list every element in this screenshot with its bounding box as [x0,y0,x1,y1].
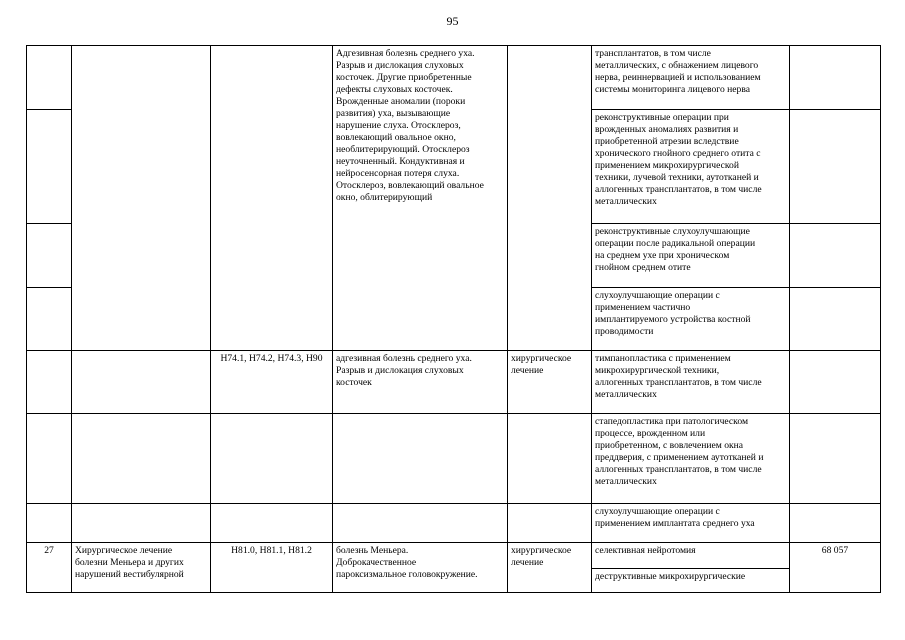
care-name-cell: Хирургическое лечение болезни Меньера и других нарушений вестибулярной [72,543,211,593]
cost-cell [790,224,881,288]
icd-codes-cell [211,504,333,543]
treatment-type-cell: хирургическое лечение [508,543,592,593]
treatment-method-cell: слухоулучшающие операции с применением имплантата среднего уха [592,504,790,543]
cost-cell [790,504,881,543]
table-row [27,414,881,504]
row-number-cell [27,46,72,110]
cost-cell: 68 057 [790,543,881,593]
treatment-method-cell: селективная нейротомия [592,543,790,569]
medical-care-table [26,45,881,593]
cost-cell [790,46,881,110]
icd-codes-cell: H81.0, H81.1, H81.2 [211,543,333,593]
care-name-cell [72,46,211,351]
treatment-type-cell [508,46,592,351]
row-number-cell [27,351,72,414]
treatment-type-cell [508,504,592,543]
care-name-cell [72,504,211,543]
icd-codes-cell [211,414,333,504]
patient-model-cell: адгезивная болезнь среднего уха. Разрыв и дислокация слуховых косточек [333,351,508,414]
table-row [27,504,881,543]
row-number-cell [27,504,72,543]
treatment-method-cell: тимпанопластика с применением микрохирургической техники, аллогенных трансплантатов, в том числе металлических [592,351,790,414]
cost-cell [790,414,881,504]
row-number-cell [27,110,72,224]
care-name-cell [72,351,211,414]
row-number-cell [27,288,72,351]
patient-model-cell: болезнь Меньера. Доброкачественное пароксизмальное головокружение. [333,543,508,593]
treatment-method-cell: реконструктивные операции при врожденных аномалиях развития и приобретенной атрезии вследствие хронического гнойного среднего отита с применением микрохирургической техники, лучевой техники, аутотканей и аллогенных трансплантатов, в том числе металлических [592,110,790,224]
cost-cell [790,288,881,351]
treatment-method-cell: слухоулучшающие операции с применением частично имплантируемого устройства костной проводимости [592,288,790,351]
treatment-type-cell [508,414,592,504]
row-number-cell [27,414,72,504]
icd-codes-cell: H74.1, H74.2, H74.3, H90 [211,351,333,414]
cost-cell [790,110,881,224]
treatment-type-cell: хирургическое лечение [508,351,592,414]
treatment-method-cell: деструктивные микрохирургические [592,569,790,593]
treatment-method-cell: стапедопластика при патологическом процессе, врожденном или приобретенном, с вовлечением окна преддверия, с применением аутотканей и аллогенных трансплантатов, в том числе металлических [592,414,790,504]
patient-model-cell: Адгезивная болезнь среднего уха. Разрыв и дислокация слуховых косточек. Другие приобретенные дефекты слуховых косточек. Врожденные аномалии (пороки развития) уха, вызывающие нарушение слуха. Отосклероз, вовлекающий овальное окно, необлитерирующий. Отосклероз неуточненный. Кондуктивная и нейросенсорная потеря слуха. Отосклероз, вовлекающий овальное окно, облитерирующий [333,46,508,351]
row-number-cell [27,224,72,288]
treatment-method-cell: реконструктивные слухоулучшающие операции после радикальной операции на среднем ухе при хроническом гнойном среднем отите [592,224,790,288]
table-row [27,351,881,414]
care-name-cell [72,414,211,504]
patient-model-cell [333,414,508,504]
table-row [27,543,881,569]
treatment-method-cell: трансплантатов, в том числе металлических, с обнажением лицевого нерва, реиннервацией и использованием системы мониторинга лицевого нерва [592,46,790,110]
page-number: 95 [446,14,459,28]
patient-model-cell [333,504,508,543]
row-number-cell: 27 [27,543,72,593]
cost-cell [790,351,881,414]
table-row [27,46,881,110]
icd-codes-cell [211,46,333,351]
